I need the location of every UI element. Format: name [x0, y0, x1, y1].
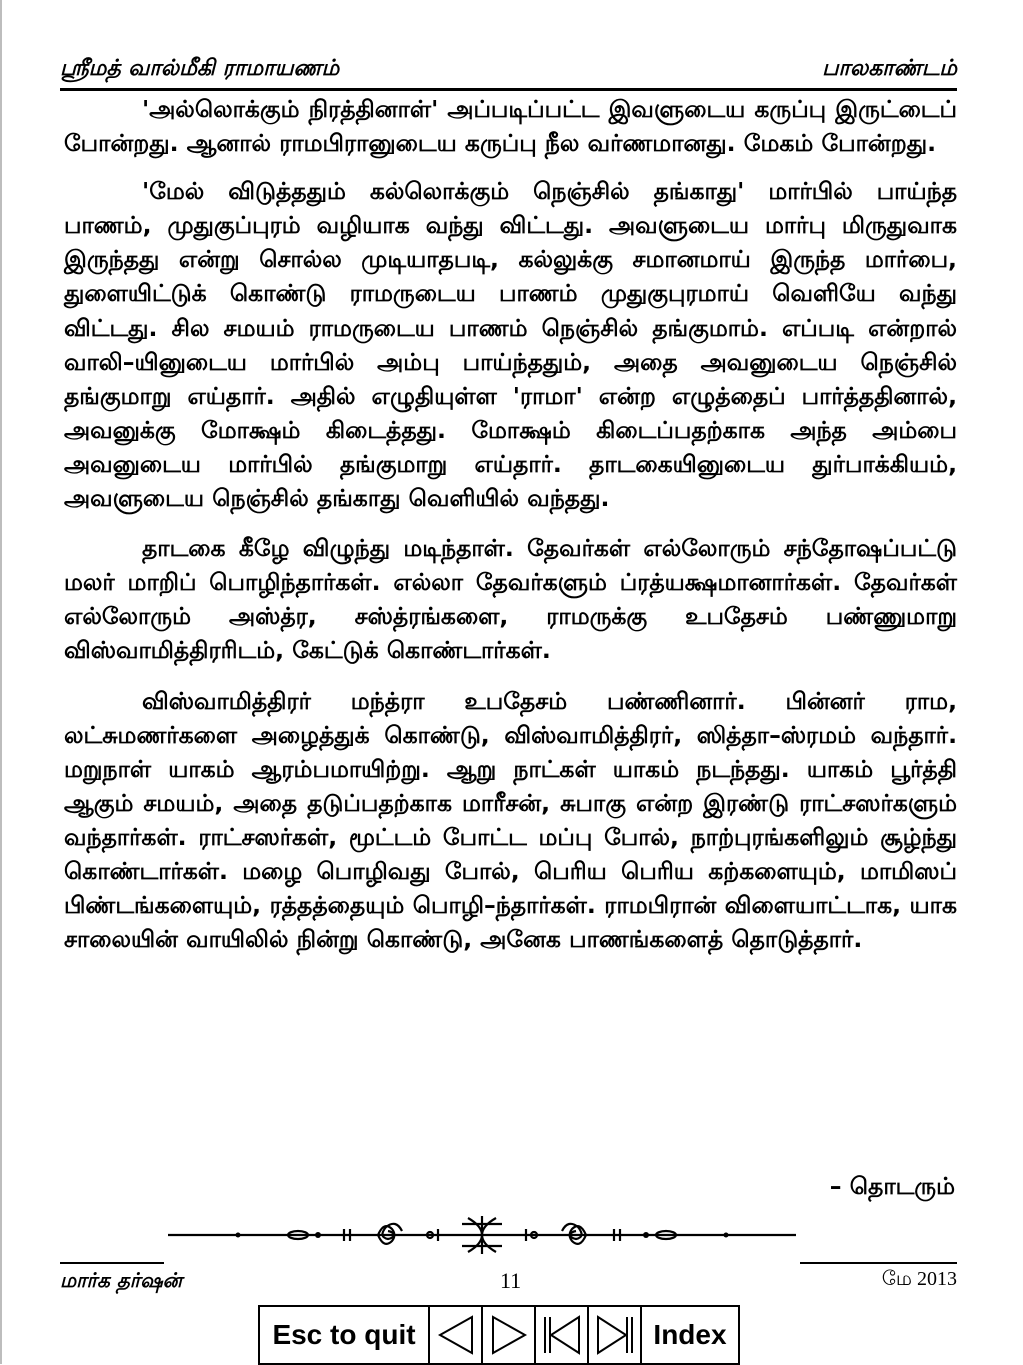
last-page-icon	[594, 1313, 636, 1357]
ornament-divider	[168, 1212, 796, 1258]
page-left-edge	[0, 0, 2, 1364]
next-page-button[interactable]	[483, 1307, 536, 1363]
section-title: பாலகாண்டம்	[822, 56, 957, 81]
footer-rule-right	[800, 1262, 957, 1264]
first-page-button[interactable]	[536, 1307, 589, 1363]
next-page-icon	[489, 1313, 529, 1357]
esc-to-quit-button[interactable]: Esc to quit	[260, 1307, 430, 1363]
prev-page-button[interactable]	[430, 1307, 483, 1363]
prev-page-icon	[436, 1313, 476, 1357]
footer-rule-left	[60, 1262, 164, 1264]
paragraph-3: தாடகை கீழே விழுந்து மடிந்தாள். தேவர்கள் எல்லோரும் சந்தோஷப்பட்டு மலர் மாறிப் பொழிந்தார்கள். எல்லா தேவர்களும் ப்ரத்யக்ஷமானார்கள். தேவர்கள் எல்லோரும் அஸ்த்ர, சஸ்த்ரங்களை, ராமருக்கு உபதேசம் பண்ணுமாறு விஸ்வாமித்திரரிடம், கேட்டுக் கொண்டார்கள்.	[64, 534, 957, 665]
article-body	[64, 92, 957, 972]
paragraph-1: 'அல்லொக்கும் நிரத்தினாள்' அப்படிப்பட்ட இவளுடைய கருப்பு இருட்டைப் போன்றது. ஆனால் ராமபிரானுடைய கருப்பு நீல வர்ணமானது. மேகம் போன்றது.	[64, 95, 957, 158]
magazine-name: மார்க தர்ஷன்	[60, 1268, 183, 1292]
continued-label: – தொடரும்	[829, 1172, 955, 1200]
navigation-bar	[258, 1305, 740, 1365]
header-rule	[60, 88, 957, 91]
book-title: ஸ்ரீமத் வால்மீகி ராமாயணம்	[60, 56, 340, 81]
paragraph-4: விஸ்வாமித்திரர் மந்த்ரா உபதேசம் பண்ணினார். பின்னர் ராம, லட்சுமணர்களை அழைத்துக் கொண்டு, விஸ்வாமித்திரர், ஸித்தா–ஸ்ரமம் வந்தார். மறுநாள் யாகம் ஆரம்பமாயிற்று. ஆறு நாட்கள் யாகம் நடந்தது. யாகம் பூர்த்தி ஆகும் சமயம், அதை தடுப்பதற்காக மாரீசன், சுபாகு என்ற இரண்டு ராட்சஸர்களும் வந்தார்கள். ராட்சஸர்கள், மூட்டம் போட்ட மப்பு போல், நாற்புரங்களிலும் சூழ்ந்து கொண்டார்கள். மழை பொழிவது போல், பெரிய பெரிய கற்களையும், மாமிஸப் பிண்டங்களையும், ரத்தத்தையும் பொழி–ந்தார்கள். ராமபிரான் விளையாட்டாக, யாக சாலையின் வாயிலில் நின்று கொண்டு, அனேக பாணங்களைத் தொடுத்தார்.	[64, 686, 957, 954]
page-number: 11	[500, 1268, 522, 1293]
page-header	[60, 54, 957, 90]
issue-date: மே 2013	[881, 1268, 957, 1290]
paragraph-2: 'மேல் விடுத்ததும் கல்லொக்கும் நெஞ்சில் தங்காது' மார்பில் பாய்ந்த பாணம், முதுகுப்புரம் வழியாக வந்து விட்டது. அவளுடைய மார்பு மிருதுவாக இருந்தது என்று சொல்ல முடியாதபடி, கல்லுக்கு சமானமாய் இருந்த மார்பை, துளையிட்டுக் கொண்டு ராமருடைய பாணம் முதுகுபுரமாய் வெளியே வந்து விட்டது. சில சமயம் ராமருடைய பாணம் நெஞ்சில் தங்குமாம். எப்படி என்றால் வாலி–யினுடைய மார்பில் அம்பு பாய்ந்ததும், அதை அவனுடைய நெஞ்சில் தங்குமாறு எய்தார். அதில் எழுதியுள்ள 'ராமா' என்ற எழுத்தைப் பார்த்ததினால், அவனுக்கு மோக்ஷம் கிடைத்தது. மோக்ஷம் கிடைப்பதற்காக அந்த அம்பை அவனுடைய மார்பில் தங்குமாறு எய்தார். தாடகையினுடைய துர்பாக்கியம், அவளுடைய நெஞ்சில் தங்காது வெளியில் வந்தது.	[64, 177, 957, 513]
first-page-icon	[541, 1313, 583, 1357]
last-page-button[interactable]	[589, 1307, 642, 1363]
index-button[interactable]: Index	[642, 1307, 738, 1363]
